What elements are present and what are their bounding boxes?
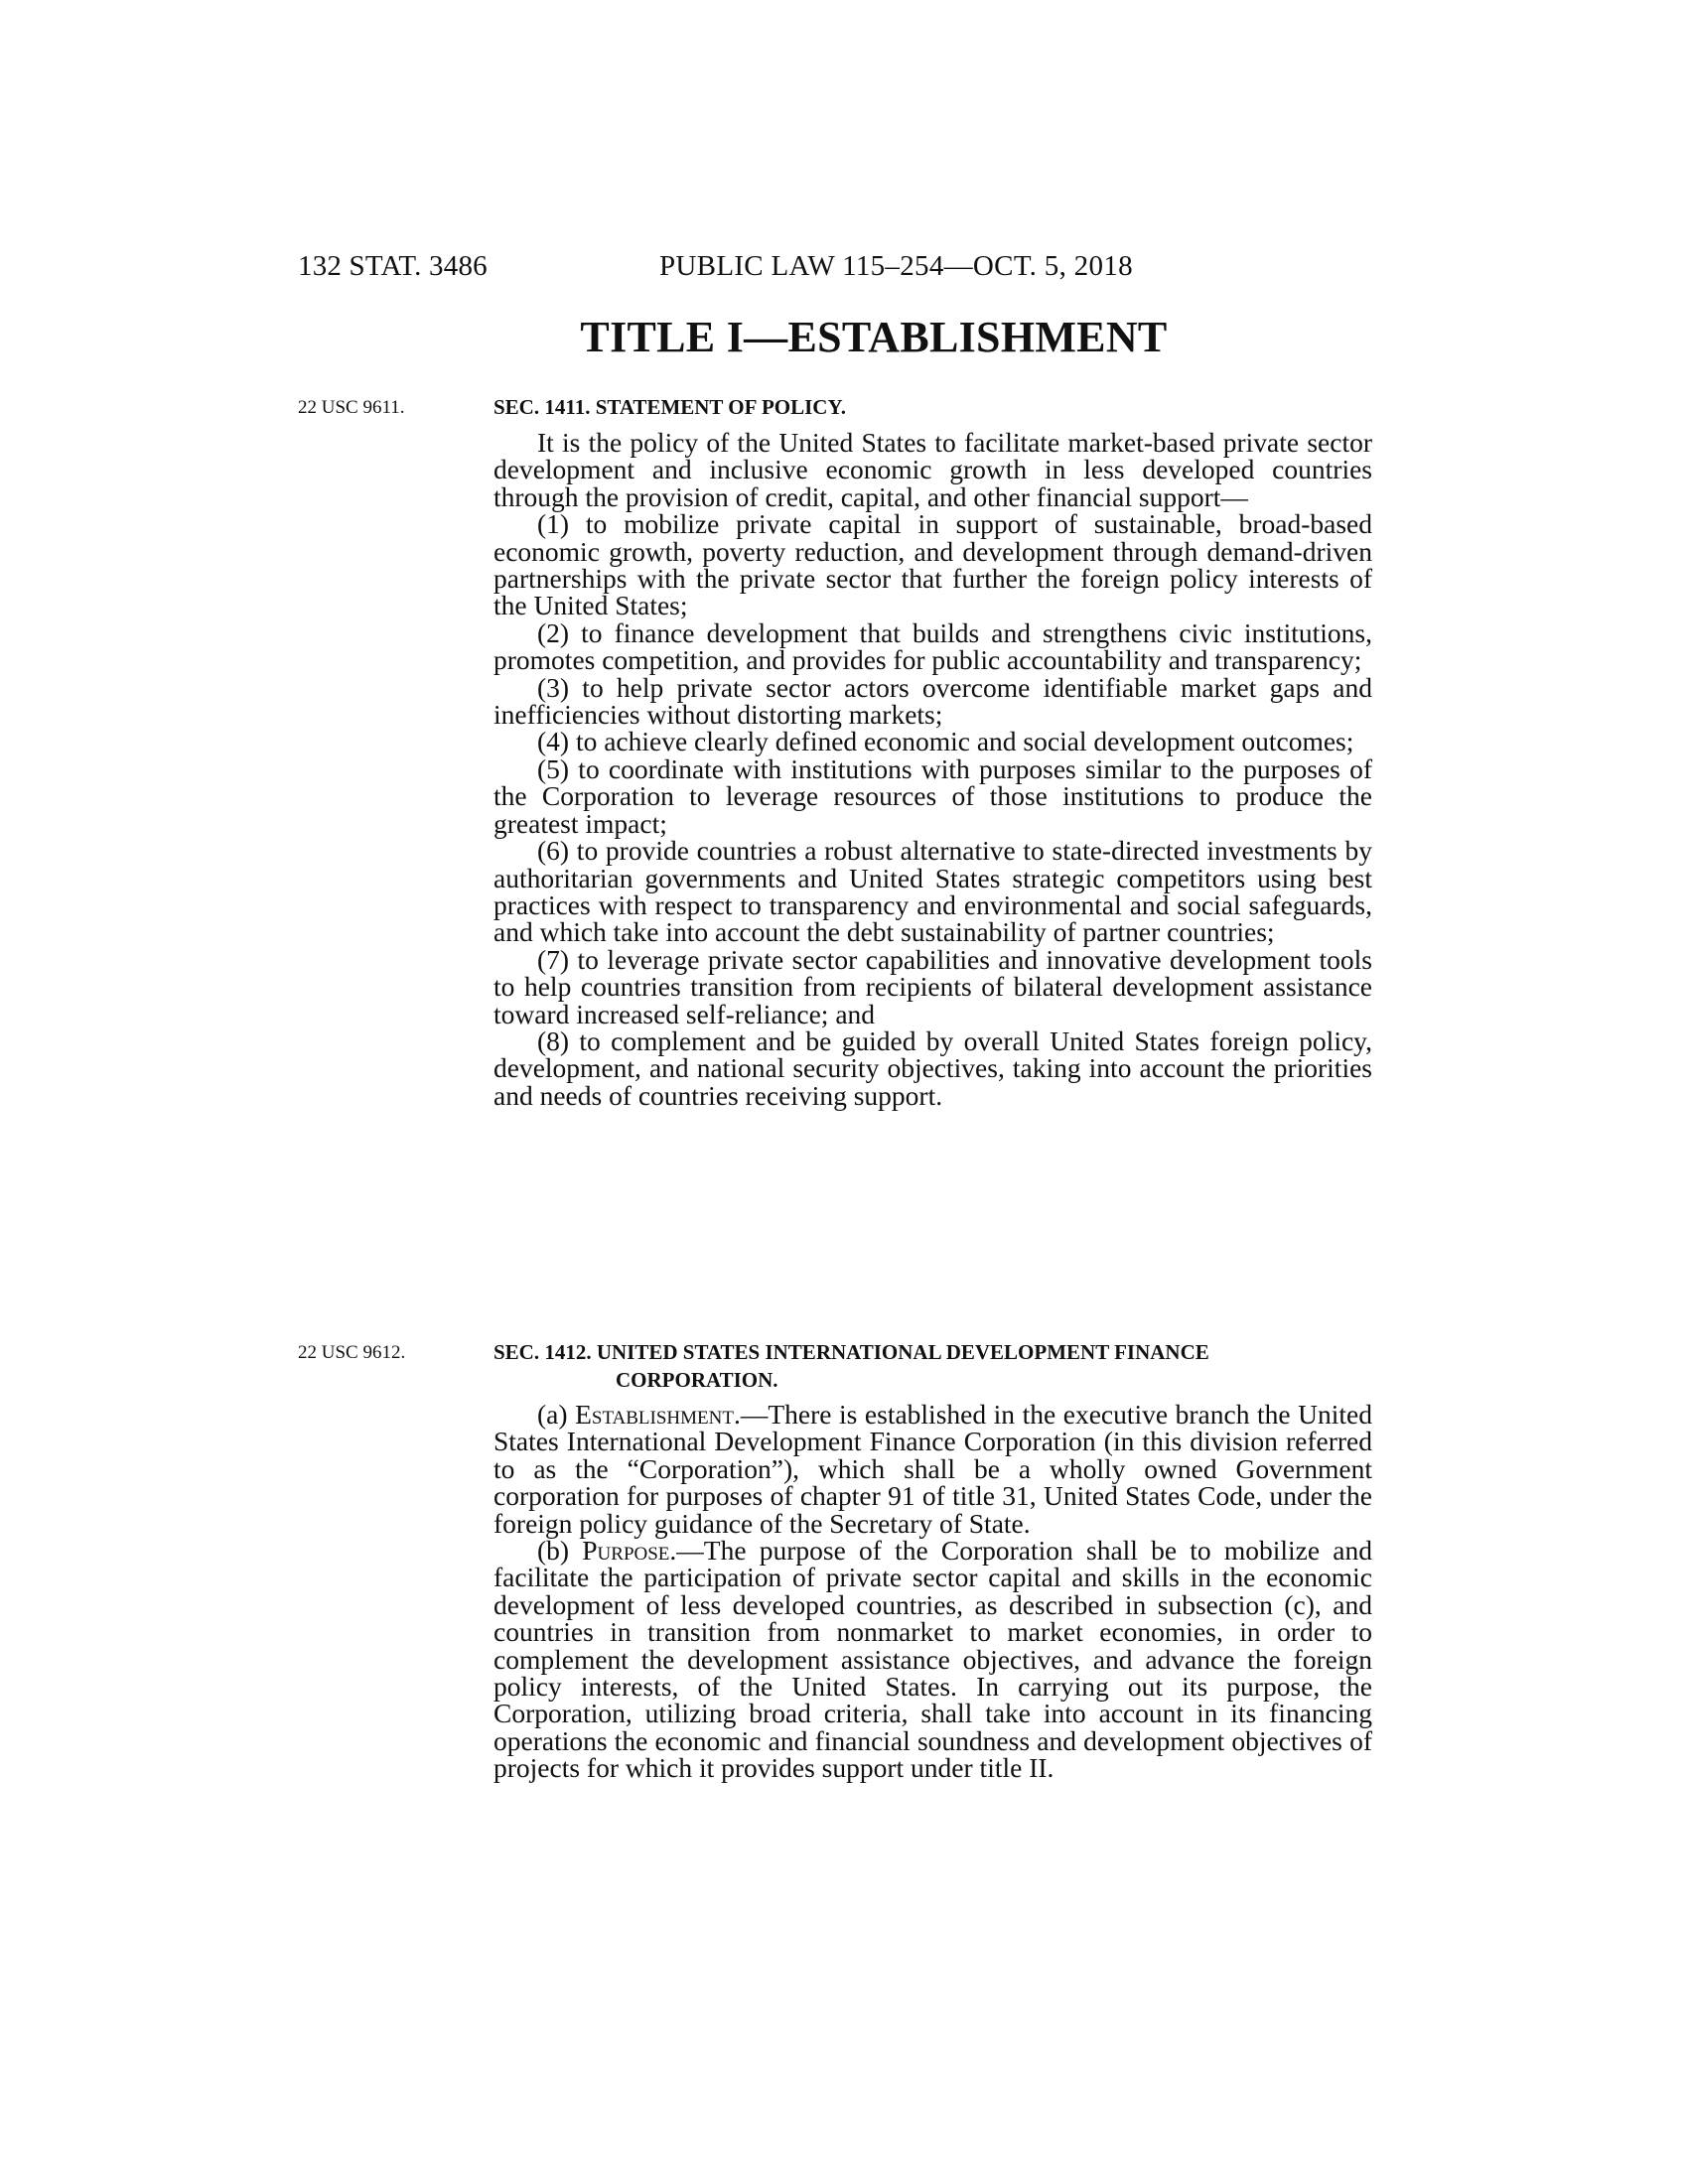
page-stat-citation: 132 STAT. 3486 [298,250,488,282]
policy-item-6: (6) to provide countries a robust alternative to state-directed investments by authoritarian governments and United States strategic competitors using best practices with respect to transparency and environmental and social safeguards, and which take into account the debt sustainability of partner countries; [493,835,1372,948]
subsection-a-establishment [493,1401,1372,1537]
policy-item-1: (1) to mobilize private capital in support of sustainable, broad-based economic growth, poverty reduction, and development through demand-driven partnerships with the private sector that further the foreign policy interests of the United States; [493,508,1372,621]
policy-item-8: (8) to complement and be guided by overall United States foreign policy, development, and national security objectives, taking into account the priorities and needs of countries receiving support. [493,1024,1372,1111]
margin-note-usc-9612: 22 USC 9612. [298,1342,406,1363]
margin-note-usc-9611: 22 USC 9611. [298,397,405,418]
subsection-a-label: (a) [537,1399,576,1430]
section-1412-body [493,1401,1372,1782]
subsection-b-label: (b) [537,1535,583,1567]
subsection-b-purpose [493,1537,1372,1782]
section-1411-intro: It is the policy of the United States to facilitate market-based private sector development and inclusive economic growth in less developed countries through the provision of credit, capital, and other financial support— [493,427,1372,512]
subsection-a-text: .—There is established in the executive branch the United States International Development Finance Corporation (in this division referred to as the “Corporation”), which shall be a wholly owned Government corporation for purposes of chapter 91 of title 31, United States Code, under the foreign policy guidance of the Secretary of State. [493,1399,1372,1539]
policy-item-3: (3) to help private sector actors overcome identifiable market gaps and inefficiencies without distorting markets; [493,671,1372,731]
policy-item-7: (7) to leverage private sector capabilities and innovative development tools to help countries transition from recipients of bilateral development assistance toward increased self-reliance; and [493,943,1372,1029]
subsection-b-text: .—The purpose of the Corporation shall be to mobilize and facilitate the participation of private sector capital and skills in the economic development of less developed countries, as described in subsection (c), and countries in transition from nonmarket to market economies, in order to complement the development assistance objectives, and advance the foreign policy interests, of the United States. In carrying out its purpose, the Corporation, utilizing broad criteria, shall take into account in its financing operations the economic and financial soundness and development objectives of projects for which it provides support under title II. [493,1535,1372,1784]
policy-item-5: (5) to coordinate with institutions with purposes similar to the purposes of the Corporation to leverage resources of those institutions to produce the greatest impact; [493,752,1372,839]
section-1412-heading-line2: CORPORATION. [616,1368,778,1392]
section-1411-heading: SEC. 1411. STATEMENT OF POLICY. [493,395,846,419]
subsection-b-caption: Purpose [582,1535,670,1567]
subsection-a-caption: Establishment [575,1399,734,1430]
section-1412-heading [493,1338,1372,1394]
section-1411-body [493,429,1372,1109]
section-1412-heading-line1: SEC. 1412. UNITED STATES INTERNATIONAL DEVELOPMENT FINANCE [493,1340,1209,1364]
policy-item-4: (4) to achieve clearly defined economic and social development outcomes; [537,726,1354,757]
policy-item-2: (2) to finance development that builds and strengthens civic institutions, promotes competition, and provides for public accountability and transparency; [493,616,1372,676]
title-heading: TITLE I—ESTABLISHMENT [580,313,1168,361]
public-law-header: PUBLIC LAW 115–254—OCT. 5, 2018 [659,250,1133,282]
